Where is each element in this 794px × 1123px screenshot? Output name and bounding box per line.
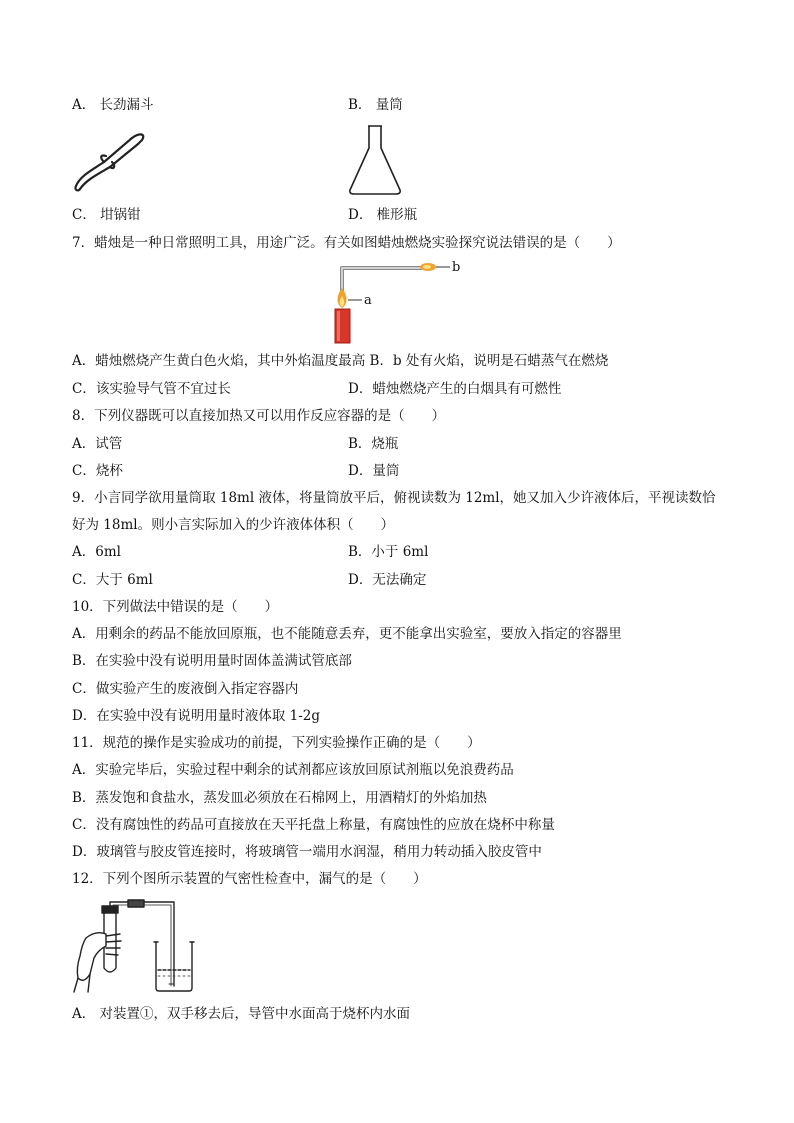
q10-option-d: D．在实验中没有说明用量时液体取 1-2g bbox=[72, 708, 320, 724]
q8-option-a: A．试管 bbox=[72, 436, 123, 452]
q11-option-c: C．没有腐蚀性的药品可直接放在天平托盘上称量，有腐蚀性的应放在烧杯中称量 bbox=[72, 817, 555, 833]
label-a: a bbox=[364, 293, 372, 308]
q6-option-d: D． 椎形瓶 bbox=[348, 207, 418, 223]
q10-stem: 10．下列做法中错误的是（ ） bbox=[72, 599, 279, 615]
q6-option-b: B． 量筒 bbox=[348, 97, 403, 113]
q8-option-d: D．量筒 bbox=[348, 463, 400, 479]
q11-option-a: A．实验完毕后，实验过程中剩余的试剂都应该放回原试剂瓶以免浪费药品 bbox=[72, 762, 514, 778]
q9-stem-line2: 好为 18ml。则小言实际加入的少许液体体积（ ） bbox=[72, 517, 395, 533]
q10-option-a: A．用剩余的药品不能放回原瓶，也不能随意丢弃，更不能拿出实验室，要放入指定的容器里 bbox=[72, 626, 622, 642]
q6-option-a: A． 长劲漏斗 bbox=[72, 97, 154, 113]
crucible-tongs-image bbox=[70, 126, 150, 192]
q7-stem: 7．蜡烛是一种日常照明工具，用途广泛。有关如图蜡烛燃烧实验探究说法错误的是（ ） bbox=[72, 235, 621, 251]
q11-stem: 11．规范的操作是实验成功的前提，下列实验操作正确的是（ ） bbox=[72, 735, 481, 751]
q12-option-a: A． 对装置①，双手移去后，导管中水面高于烧杯内水面 bbox=[72, 1006, 411, 1022]
q8-option-c: C．烧杯 bbox=[72, 463, 123, 479]
q8-option-b: B．烧瓶 bbox=[348, 436, 399, 452]
q7-option-c: C．该实验导气管不宜过长 bbox=[72, 381, 231, 397]
q8-stem: 8．下列仪器既可以直接加热又可以用作反应容器的是（ ） bbox=[72, 408, 446, 424]
conical-flask-image bbox=[346, 124, 404, 196]
q11-option-b: B．蒸发饱和食盐水，蒸发皿必须放在石棉网上，用酒精灯的外焰加热 bbox=[72, 790, 487, 806]
q9-option-d: D．无法确定 bbox=[348, 572, 427, 588]
q9-option-c: C．大于 6ml bbox=[72, 572, 153, 588]
q9-option-b: B．小于 6ml bbox=[348, 544, 429, 560]
candle-experiment-figure bbox=[328, 256, 468, 346]
q7-option-ab: A．蜡烛燃烧产生黄白色火焰，其中外焰温度最高 B．b 处有火焰，说明是石蜡蒸气在燃烧 bbox=[72, 353, 609, 369]
airtightness-apparatus-figure bbox=[70, 898, 200, 994]
q10-option-c: C．做实验产生的废液倒入指定容器内 bbox=[72, 681, 299, 697]
q9-option-a: A．6ml bbox=[72, 544, 121, 560]
q6-option-c: C． 坩锅钳 bbox=[72, 207, 141, 223]
q9-stem-line1: 9．小言同学欲用量筒取 18ml 液体，将量筒放平后，俯视读数为 12ml，她又加入少许液体后，平视读数恰 bbox=[72, 490, 716, 506]
q7-option-d: D．蜡烛燃烧产生的白烟具有可燃性 bbox=[348, 381, 562, 397]
q12-stem: 12．下列个图所示装置的气密性检查中，漏气的是（ ） bbox=[72, 871, 427, 887]
label-b: b bbox=[452, 260, 461, 275]
q10-option-b: B．在实验中没有说明用量时固体盖满试管底部 bbox=[72, 653, 352, 669]
q11-option-d: D．玻璃管与胶皮管连接时，将玻璃管一端用水润湿，稍用力转动插入胶皮管中 bbox=[72, 844, 542, 860]
